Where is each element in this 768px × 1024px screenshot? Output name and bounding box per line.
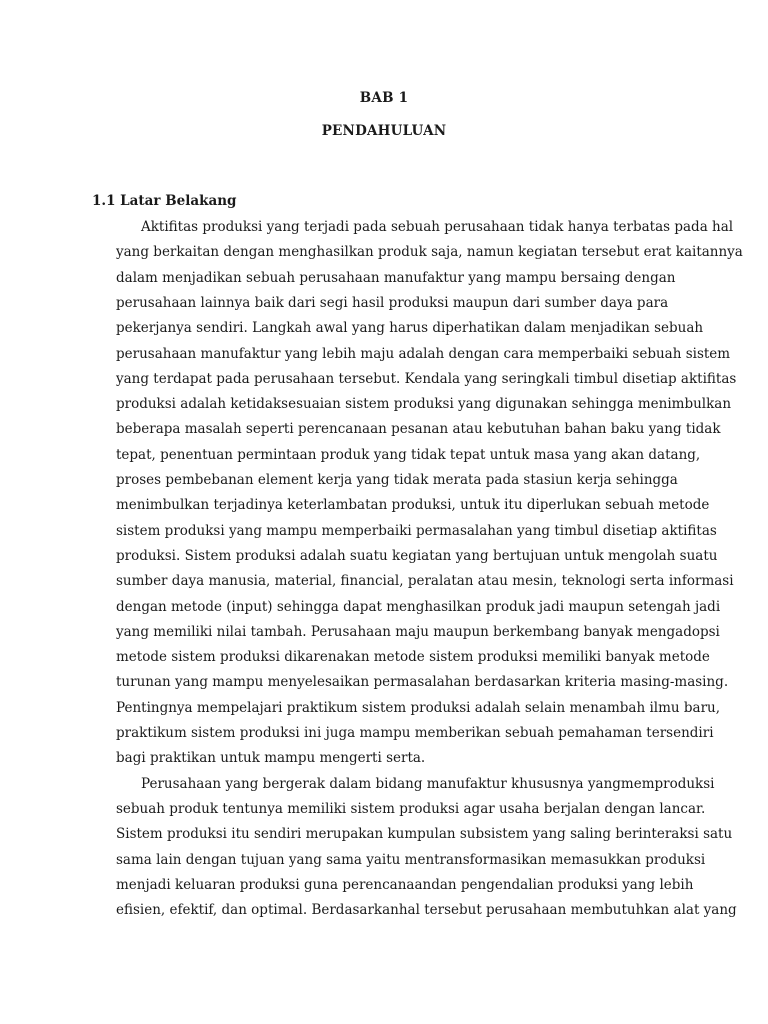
body-line: perusahaan lainnya baik dari segi hasil produksi maupun dari sumber daya para: [116, 294, 669, 311]
body-line: dalam menjadikan sebuah perusahaan manufaktur yang mampu bersaing dengan: [116, 269, 676, 286]
body-line: praktikum sistem produksi ini juga mampu memberikan sebuah pemahaman tersendiri: [116, 725, 714, 741]
body-line: proses pembebanan element kerja yang tidak merata pada stasiun kerja sehingga: [116, 472, 678, 488]
body-line: dengan metode (input) sehingga dapat menghasilkan produk jadi maupun setengah jadi: [116, 598, 721, 615]
body-line: efisien, efektif, dan optimal. Berdasarkanhal tersebut perusahaan membutuhkan alat yang: [116, 902, 737, 919]
body-line: sistem produksi yang mampu memperbaiki permasalahan yang timbul disetiap aktifitas: [116, 522, 717, 539]
body-line: bagi praktikan untuk mampu mengerti serta.: [116, 750, 426, 767]
body-line: menjadi keluaran produksi guna perencanaandan pengendalian produksi yang lebih: [116, 876, 694, 893]
section-heading: 1.1 Latar Belakang: [92, 193, 237, 209]
body-line: produksi. Sistem produksi adalah suatu kegiatan yang bertujuan untuk mengolah suatu: [116, 547, 718, 564]
body-line: pekerjanya sendiri. Langkah awal yang harus diperhatikan dalam menjadikan sebuah: [116, 320, 704, 337]
body-line: produksi adalah ketidaksesuaian sistem produksi yang digunakan sehingga menimbulkan: [116, 396, 732, 413]
chapter-number: BAB 1: [359, 90, 409, 106]
body-line: yang memiliki nilai tambah. Perusahaan maju maupun berkembang banyak mengadopsi: [116, 623, 720, 640]
body-line: turunan yang mampu menyelesaikan permasalahan berdasarkan kriteria masing-masing.: [116, 674, 729, 691]
body-line: Perusahaan yang bergerak dalam bidang manufaktur khususnya yangmemproduksi: [141, 775, 715, 792]
body-line: Aktifitas produksi yang terjadi pada sebuah perusahaan tidak hanya terbatas pada hal: [141, 219, 734, 235]
body-line: sumber daya manusia, material, financial, peralatan atau mesin, teknologi serta informasi: [116, 573, 734, 590]
body-line: yang terdapat pada perusahaan tersebut. Kendala yang seringkali timbul disetiap aktifitas: [116, 370, 737, 387]
body-line: sama lain dengan tujuan yang sama yaitu mentransformasikan memasukkan produksi: [116, 851, 706, 868]
body-line: sebuah produk tentunya memiliki sistem produksi agar usaha berjalan dengan lancar.: [116, 800, 706, 817]
body-line: yang berkaitan dengan menghasilkan produk saja, namun kegiatan tersebut erat kaitannya: [116, 244, 743, 261]
body-line: perusahaan manufaktur yang lebih maju adalah dengan cara memperbaiki sebuah sistem: [116, 345, 731, 362]
body-line: Pentingnya mempelajari praktikum sistem produksi adalah selain menambah ilmu baru,: [116, 699, 721, 716]
body-line: tepat, penentuan permintaan produk yang tidak tepat untuk masa yang akan datang,: [116, 446, 701, 463]
body-line: Sistem produksi itu sendiri merupakan kumpulan subsistem yang saling berinteraksi satu: [116, 826, 733, 843]
body-line: beberapa masalah seperti perencanaan pesanan atau kebutuhan bahan baku yang tidak: [116, 421, 721, 438]
chapter-title: PENDAHULUAN: [321, 123, 447, 139]
body-line: metode sistem produksi dikarenakan metode sistem produksi memiliki banyak metode: [116, 649, 710, 666]
body-line: menimbulkan terjadinya keterlambatan produksi, untuk itu diperlukan sebuah metode: [116, 497, 710, 514]
